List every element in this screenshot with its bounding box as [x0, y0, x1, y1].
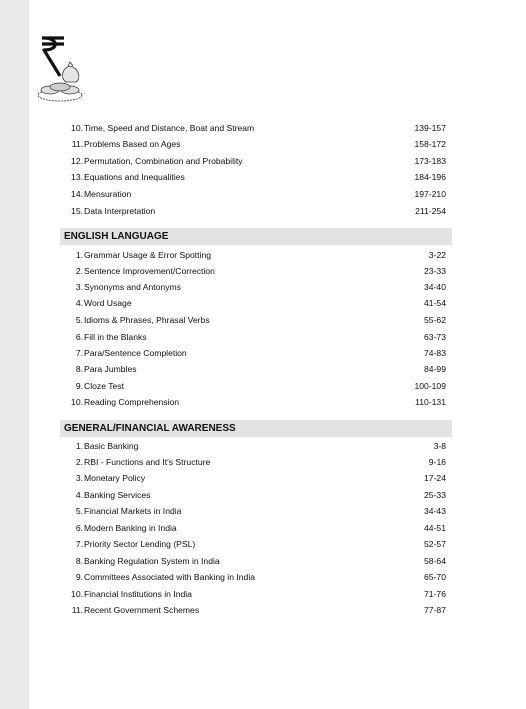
toc-row[interactable]: [60, 137, 448, 152]
toc-row[interactable]: [60, 187, 448, 202]
item-pages: 34-40: [424, 282, 446, 292]
item-pages: 58-64: [424, 556, 446, 566]
item-title: Modern Banking in India: [84, 523, 177, 533]
item-number: 1.: [75, 250, 83, 260]
item-number: 11.: [71, 605, 83, 615]
toc-row[interactable]: [60, 121, 448, 136]
item-pages: 158-172: [414, 139, 446, 149]
item-number: 10.: [71, 397, 83, 407]
item-title: Equations and Inequalities: [84, 172, 185, 182]
item-title: Word Usage: [84, 298, 132, 308]
toc-row[interactable]: [60, 154, 448, 169]
item-title: Permutation, Combination and Probability: [84, 156, 243, 166]
toc-row[interactable]: [60, 346, 448, 361]
toc-row[interactable]: [60, 587, 448, 602]
item-pages: 71-76: [424, 589, 446, 599]
item-title: Recent Government Schemes: [84, 605, 200, 615]
item-number: 10.: [71, 589, 83, 599]
item-pages: 9-16: [428, 457, 446, 467]
item-number: 15.: [71, 206, 83, 216]
item-pages: 77-87: [424, 605, 446, 615]
toc-row[interactable]: [60, 504, 448, 519]
toc-row[interactable]: [60, 204, 448, 219]
section-heading-english: ENGLISH LANGUAGE: [60, 228, 452, 245]
item-number: 12.: [71, 156, 83, 166]
item-title: Problems Based on Ages: [84, 139, 181, 149]
item-pages: 3-8: [433, 441, 446, 451]
item-title: Idioms & Phrases, Phrasal Verbs: [84, 315, 210, 325]
toc-row[interactable]: [60, 264, 448, 279]
item-number: 10.: [71, 123, 83, 133]
toc-row[interactable]: [60, 537, 448, 552]
toc-row[interactable]: [60, 570, 448, 585]
toc-row[interactable]: [60, 395, 448, 410]
toc-row[interactable]: [60, 488, 448, 503]
item-number: 8.: [75, 364, 83, 374]
item-title: Grammar Usage & Error Spotting: [84, 250, 212, 260]
item-number: 9.: [75, 381, 83, 391]
item-number: 5.: [75, 506, 83, 516]
item-title: Para/Sentence Completion: [84, 348, 187, 358]
toc-row[interactable]: [60, 170, 448, 185]
item-pages: 23-33: [424, 266, 446, 276]
item-number: 14.: [71, 189, 83, 199]
item-title: Synonyms and Antonyms: [84, 282, 181, 292]
item-number: 7.: [75, 348, 83, 358]
item-number: 7.: [75, 539, 83, 549]
item-number: 11.: [71, 139, 83, 149]
item-pages: 197-210: [414, 189, 446, 199]
item-pages: 41-54: [424, 298, 446, 308]
item-pages: 55-62: [424, 315, 446, 325]
item-number: 2.: [75, 457, 83, 467]
item-title: Basic Banking: [84, 441, 139, 451]
item-pages: 84-99: [424, 364, 446, 374]
item-number: 8.: [75, 556, 83, 566]
section-heading-financial: GENERAL/FINANCIAL AWARENESS: [60, 420, 452, 437]
item-title: Cloze Test: [84, 381, 124, 391]
item-pages: 52-57: [424, 539, 446, 549]
item-title: Priority Sector Lending (PSL): [84, 539, 196, 549]
rupee-money-bag-icon: [36, 32, 88, 104]
item-number: 13.: [71, 172, 83, 182]
item-pages: 211-254: [415, 206, 446, 216]
item-title: Monetary Policy: [84, 473, 146, 483]
page-margin-strip: [0, 0, 29, 709]
item-number: 4.: [75, 298, 83, 308]
item-number: 4.: [75, 490, 83, 500]
toc-row[interactable]: [60, 554, 448, 569]
item-title: Mensuration: [84, 189, 132, 199]
item-number: 6.: [75, 332, 83, 342]
item-number: 3.: [75, 473, 83, 483]
item-title: Banking Services: [84, 490, 151, 500]
item-pages: 74-83: [424, 348, 446, 358]
item-pages: 34-43: [424, 506, 446, 516]
item-title: Sentence Improvement/Correction: [84, 266, 215, 276]
toc-row[interactable]: [60, 455, 448, 470]
item-title: Reading Comprehension: [84, 397, 180, 407]
item-pages: 3-22: [428, 250, 446, 260]
toc-row[interactable]: [60, 280, 448, 295]
toc-row[interactable]: [60, 439, 448, 454]
item-number: 5.: [75, 315, 83, 325]
item-title: Financial Markets in India: [84, 506, 182, 516]
toc-row[interactable]: [60, 603, 448, 618]
item-number: 1.: [75, 441, 83, 451]
toc-row[interactable]: [60, 313, 448, 328]
item-title: Para Jumbles: [84, 364, 137, 374]
item-pages: 25-33: [424, 490, 446, 500]
toc-row[interactable]: [60, 248, 448, 263]
toc-row[interactable]: [60, 521, 448, 536]
toc-row[interactable]: [60, 471, 448, 486]
item-pages: 65-70: [424, 572, 446, 582]
item-title: Committees Associated with Banking in India: [84, 572, 256, 582]
item-pages: 173-183: [414, 156, 446, 166]
item-pages: 139-157: [414, 123, 446, 133]
item-pages: 17-24: [424, 473, 446, 483]
toc-row[interactable]: [60, 330, 448, 345]
item-pages: 100-109: [414, 381, 446, 391]
item-number: 3.: [75, 282, 83, 292]
item-title: RBI - Functions and It's Structure: [84, 457, 211, 467]
item-number: 2.: [75, 266, 83, 276]
item-title: Time, Speed and Distance, Boat and Stream: [84, 123, 255, 133]
toc-row[interactable]: [60, 379, 448, 394]
item-title: Data Interpretation: [84, 206, 156, 216]
toc-row[interactable]: [60, 362, 448, 377]
item-title: Fill in the Blanks: [84, 332, 147, 342]
item-number: 6.: [75, 523, 83, 533]
item-title: Financial Institutions in India: [84, 589, 192, 599]
item-number: 9.: [75, 572, 83, 582]
item-title: Banking Regulation System in India: [84, 556, 220, 566]
item-pages: 44-51: [424, 523, 446, 533]
item-pages: 184-196: [414, 172, 446, 182]
item-pages: 110-131: [415, 397, 446, 407]
item-pages: 63-73: [424, 332, 446, 342]
toc-row[interactable]: [60, 296, 448, 311]
